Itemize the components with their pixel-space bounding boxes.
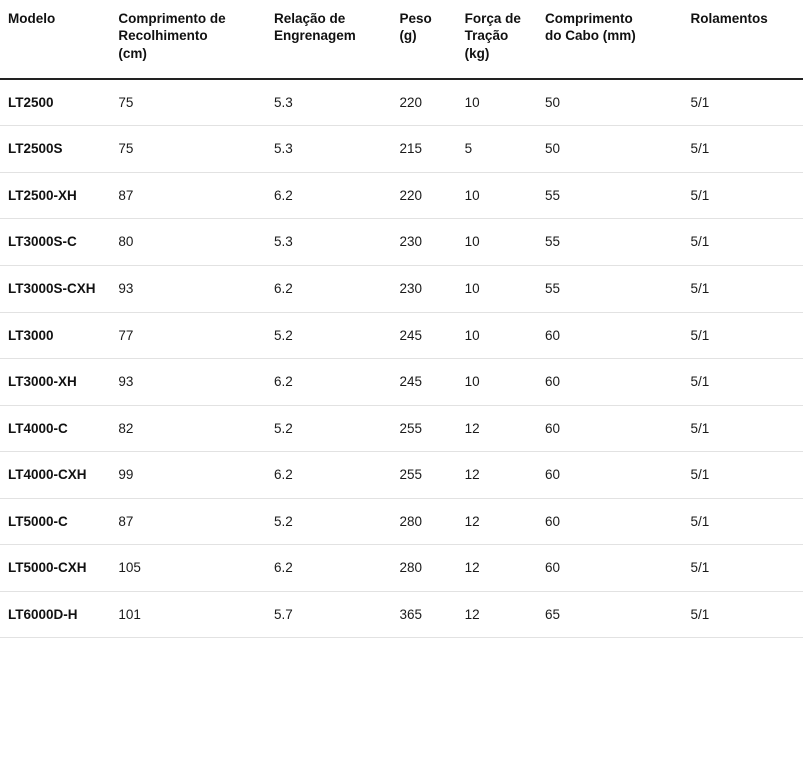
table-header-row <box>0 0 803 79</box>
table-row <box>0 498 803 545</box>
cell-tracao: 10 <box>457 359 537 406</box>
cell-recolhimento: 75 <box>110 126 266 173</box>
cell-rolamentos: 5/1 <box>683 126 803 173</box>
column-header-line: Rolamentos <box>690 11 768 26</box>
cell-peso: 220 <box>391 172 456 219</box>
cell-peso: 230 <box>391 219 456 266</box>
cell-tracao: 12 <box>457 545 537 592</box>
cell-engrenagem: 5.3 <box>266 79 391 126</box>
column-header-line: (cm) <box>118 45 147 61</box>
cell-rolamentos: 5/1 <box>683 172 803 219</box>
column-header-recolhimento <box>110 0 266 79</box>
cell-model: LT5000-CXH <box>0 545 110 592</box>
cell-model: LT4000-CXH <box>0 452 110 499</box>
cell-tracao: 12 <box>457 405 537 452</box>
table-row <box>0 265 803 312</box>
table-row <box>0 452 803 499</box>
cell-cabo: 55 <box>537 172 683 219</box>
table-row <box>0 219 803 266</box>
cell-model: LT5000-C <box>0 498 110 545</box>
cell-cabo: 55 <box>537 265 683 312</box>
cell-engrenagem: 5.2 <box>266 312 391 359</box>
cell-tracao: 12 <box>457 452 537 499</box>
table-row <box>0 545 803 592</box>
cell-recolhimento: 105 <box>110 545 266 592</box>
cell-cabo: 60 <box>537 452 683 499</box>
cell-peso: 280 <box>391 545 456 592</box>
cell-engrenagem: 6.2 <box>266 172 391 219</box>
cell-rolamentos: 5/1 <box>683 265 803 312</box>
cell-recolhimento: 87 <box>110 498 266 545</box>
table-row <box>0 172 803 219</box>
cell-cabo: 60 <box>537 405 683 452</box>
table-body <box>0 79 803 638</box>
cell-cabo: 60 <box>537 359 683 406</box>
column-header-line: Engrenagem <box>273 28 356 44</box>
cell-tracao: 12 <box>457 498 537 545</box>
table-row <box>0 126 803 173</box>
cell-engrenagem: 5.2 <box>266 498 391 545</box>
cell-recolhimento: 99 <box>110 452 266 499</box>
cell-rolamentos: 5/1 <box>683 405 803 452</box>
cell-rolamentos: 5/1 <box>683 219 803 266</box>
cell-rolamentos: 5/1 <box>683 312 803 359</box>
cell-rolamentos: 5/1 <box>683 79 803 126</box>
cell-recolhimento: 77 <box>110 312 266 359</box>
column-header-line: Peso <box>399 11 432 26</box>
cell-recolhimento: 93 <box>110 265 266 312</box>
cell-model: LT4000-C <box>0 405 110 452</box>
table-row <box>0 591 803 638</box>
cell-peso: 230 <box>391 265 456 312</box>
table-row <box>0 79 803 126</box>
cell-cabo: 55 <box>537 219 683 266</box>
cell-model: LT3000 <box>0 312 110 359</box>
cell-cabo: 60 <box>537 312 683 359</box>
cell-recolhimento: 82 <box>110 405 266 452</box>
cell-cabo: 50 <box>537 126 683 173</box>
column-header-engrenagem <box>266 0 391 79</box>
column-header-line: Recolhimento <box>118 28 208 44</box>
cell-engrenagem: 5.2 <box>266 405 391 452</box>
column-header-tracao <box>457 0 537 79</box>
cell-recolhimento: 87 <box>110 172 266 219</box>
cell-rolamentos: 5/1 <box>683 452 803 499</box>
cell-engrenagem: 6.2 <box>266 265 391 312</box>
cell-rolamentos: 5/1 <box>683 498 803 545</box>
cell-recolhimento: 75 <box>110 79 266 126</box>
column-header-rolamentos <box>683 0 803 79</box>
column-header-line: do Cabo (mm) <box>544 28 636 44</box>
column-header-line: Força de <box>464 11 521 26</box>
column-header-modelo <box>0 0 110 79</box>
cell-engrenagem: 5.3 <box>266 126 391 173</box>
column-header-peso <box>391 0 456 79</box>
cell-peso: 245 <box>391 359 456 406</box>
cell-tracao: 10 <box>457 172 537 219</box>
cell-engrenagem: 5.7 <box>266 591 391 638</box>
cell-rolamentos: 5/1 <box>683 591 803 638</box>
cell-recolhimento: 80 <box>110 219 266 266</box>
cell-peso: 215 <box>391 126 456 173</box>
column-header-line: Comprimento de <box>118 11 226 26</box>
cell-cabo: 60 <box>537 545 683 592</box>
cell-model: LT2500 <box>0 79 110 126</box>
cell-model: LT3000S-CXH <box>0 265 110 312</box>
table-row <box>0 359 803 406</box>
column-header-line: Modelo <box>8 11 56 26</box>
column-header-line: Comprimento <box>544 11 633 26</box>
column-header-cabo <box>537 0 683 79</box>
cell-tracao: 10 <box>457 265 537 312</box>
cell-tracao: 10 <box>457 219 537 266</box>
cell-peso: 255 <box>391 452 456 499</box>
cell-peso: 220 <box>391 79 456 126</box>
cell-engrenagem: 6.2 <box>266 452 391 499</box>
column-header-line: (g) <box>399 28 417 44</box>
cell-model: LT2500-XH <box>0 172 110 219</box>
cell-tracao: 10 <box>457 79 537 126</box>
cell-peso: 255 <box>391 405 456 452</box>
cell-engrenagem: 5.3 <box>266 219 391 266</box>
cell-recolhimento: 93 <box>110 359 266 406</box>
cell-rolamentos: 5/1 <box>683 359 803 406</box>
cell-peso: 245 <box>391 312 456 359</box>
cell-peso: 280 <box>391 498 456 545</box>
column-header-line: Tração <box>464 28 509 44</box>
column-header-line: Relação de <box>273 11 346 26</box>
cell-cabo: 60 <box>537 498 683 545</box>
cell-model: LT6000D-H <box>0 591 110 638</box>
cell-rolamentos: 5/1 <box>683 545 803 592</box>
cell-tracao: 10 <box>457 312 537 359</box>
column-header-line: (kg) <box>464 45 490 61</box>
cell-model: LT3000-XH <box>0 359 110 406</box>
cell-cabo: 50 <box>537 79 683 126</box>
cell-tracao: 5 <box>457 126 537 173</box>
table-row <box>0 405 803 452</box>
cell-engrenagem: 6.2 <box>266 545 391 592</box>
cell-recolhimento: 101 <box>110 591 266 638</box>
table-header <box>0 0 803 79</box>
cell-model: LT3000S-C <box>0 219 110 266</box>
cell-tracao: 12 <box>457 591 537 638</box>
table-row <box>0 312 803 359</box>
cell-model: LT2500S <box>0 126 110 173</box>
cell-peso: 365 <box>391 591 456 638</box>
cell-cabo: 65 <box>537 591 683 638</box>
cell-engrenagem: 6.2 <box>266 359 391 406</box>
